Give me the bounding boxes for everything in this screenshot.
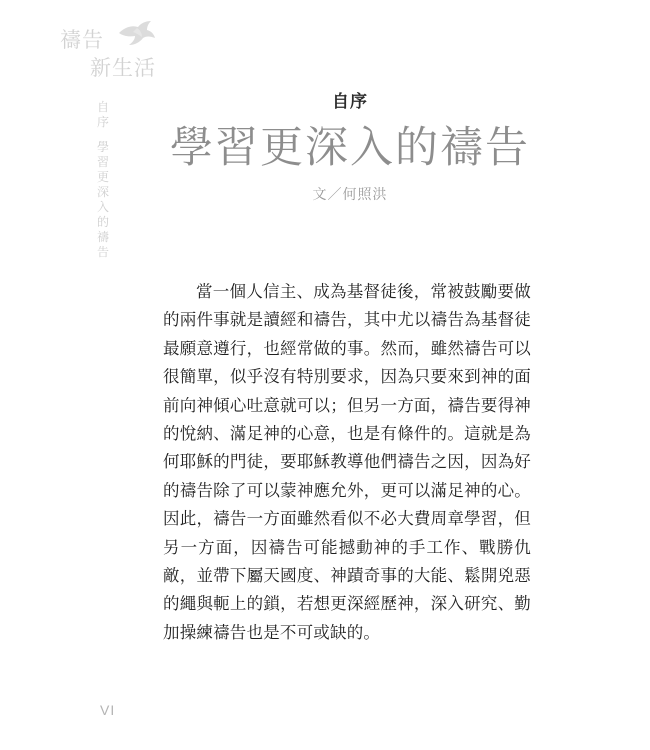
running-head-char: 禱: [96, 230, 109, 244]
body-text: [163, 278, 531, 647]
title-block: [150, 92, 550, 204]
running-head-gap: [92, 130, 114, 140]
running-head-char: 的: [96, 215, 109, 229]
page-number: VI: [100, 702, 116, 718]
running-head-char: 入: [96, 200, 109, 214]
running-head: [92, 100, 114, 260]
author-byline: 文／何照洪: [312, 185, 388, 202]
logo-line-1: 禱告: [60, 29, 104, 52]
logo-line-2: 新生活: [90, 57, 156, 80]
running-head-char: 自: [96, 100, 109, 114]
body-paragraph: 當一個人信主、成為基督徒後，常被鼓勵要做的兩件事就是讀經和禱告，其中尤以禱告為基督徒最願意遵行，也經常做的事。然而，雖然禱告可以很簡單，似乎沒有特別要求，因為只要來到神的面前向神傾心吐意就可以；但另一方面，禱告要得神的悅納、滿足神的心意，也是有條件的。這就是為何耶穌的門徒，要耶穌教導他們禱告之因，因為好的禱告除了可以蒙神應允外，更可以滿足神的心。因此，禱告一方面雖然看似不必大費周章學習，但另一方面，因禱告可能撼動神的手工作、戰勝仇敵，並帶下屬天國度、神蹟奇事的大能、鬆開兇惡的繩與軛上的鎖，若想更深經歷神，深入研究、勤加操練禱告也是不可或缺的。: [163, 282, 531, 642]
running-head-char: 深: [96, 185, 109, 199]
running-head-char: 更: [96, 170, 109, 184]
running-head-char: 序: [96, 115, 109, 129]
running-head-char: 告: [96, 245, 109, 259]
section-kicker: 自序: [332, 92, 368, 111]
page-title: 學習更深入的禱告: [170, 124, 530, 173]
book-logo: [60, 14, 210, 86]
dove-icon: [115, 18, 157, 50]
running-head-char: 習: [96, 155, 109, 169]
running-head-char: 學: [96, 140, 109, 154]
